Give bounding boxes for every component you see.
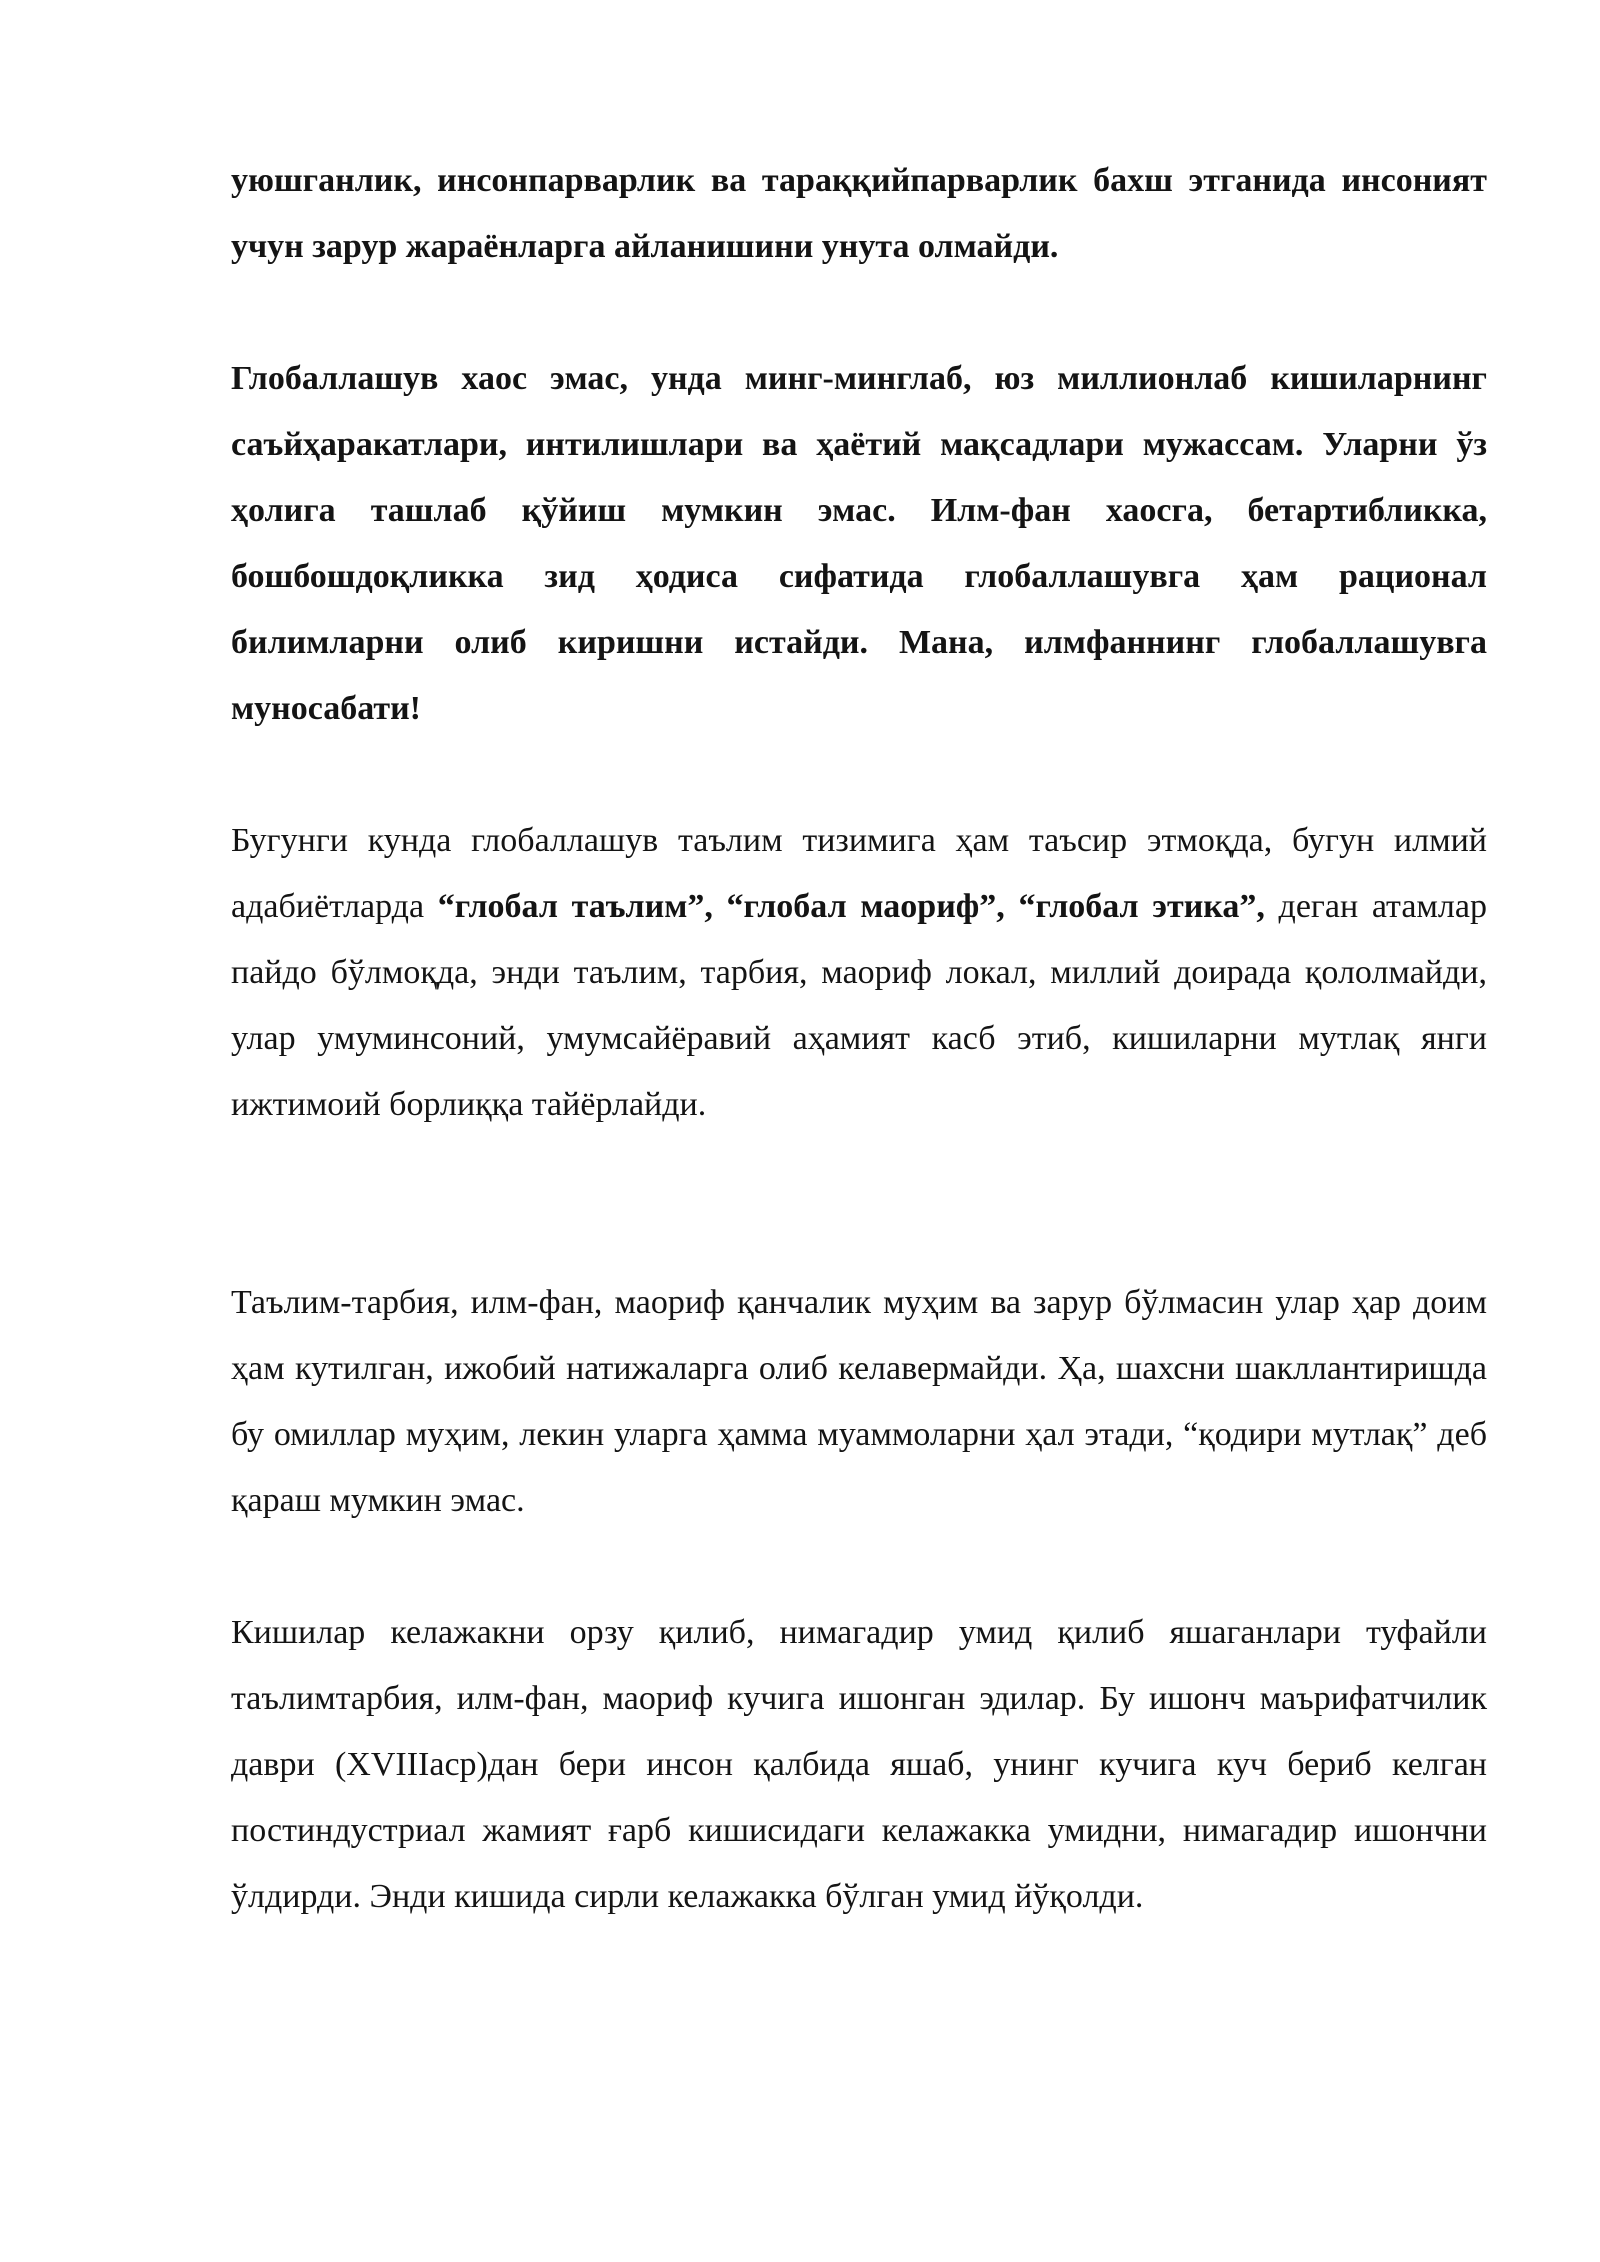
paragraph-3-end: деган атамлар пайдо бўлмоқда, энди таълим, тарбия, маориф локал, миллий доирада қололмайди, улар умуминсоний, умумсайёравий аҳамият касб этиб, кишиларни мутлақ янги ижтимоий борлиққа тайёрлайди. [231, 888, 1487, 1123]
paragraph-1: уюшганлик, инсонпарварлик ва тараққийпарварлик бахш этганида инсоният учун зарур жараёнларга айланишини унута олмайди. [231, 162, 1487, 265]
paragraph-4: Таълим-тарбия, илм-фан, маориф қанчалик муҳим ва зарур бўлмасин улар ҳар доим ҳам кутилган, ижобий натижаларга олиб келавермайди. Ҳа, шахсни шакллантиришда бу омиллар муҳим, лекин уларга ҳамма муаммоларни ҳал этади, “қодири мутлақ” деб қараш мумкин эмас. [231, 1284, 1487, 1519]
paragraph-3 [231, 808, 1487, 1138]
paragraph-3-start: Бугунги кунда глобаллашув таълим тизимига ҳам таъсир этмоқда, бугун илмий адабиётларда [231, 822, 1487, 925]
paragraph-2: Глобаллашув хаос эмас, унда минг-минглаб, юз миллионлаб кишиларнинг саъйҳаракатлари, интилишлари ва ҳаётий мақсадлари мужассам. Уларни ўз ҳолига ташлаб қўйиш мумкин эмас. Илм-фан хаосга, бетартибликка, бошбошдоқликка зид ҳодиса сифатида глобаллашувга ҳам рационал билимларни олиб киришни истайди. Мана, илмфаннинг глобаллашувга муносабати! [231, 360, 1487, 727]
paragraph-3-bold-terms: “глобал таълим”, “глобал маориф”, “глобал этика”, [437, 888, 1265, 925]
paragraph-5: Кишилар келажакни орзу қилиб, нимагадир умид қилиб яшаганлари туфайли таълимтарбия, илм-фан, маориф кучига ишонган эдилар. Бу ишонч маърифатчилик даври (XVIIIаср)дан бери инсон қалбида яшаб, унинг кучига куч бериб келган постиндустриал жамият ғарб кишисидаги келажакка умидни, нимагадир ишончни ўлдирди. Энди кишида сирли келажакка бўлган умид йўқолди. [231, 1614, 1487, 1915]
document-page [231, 148, 1487, 1930]
